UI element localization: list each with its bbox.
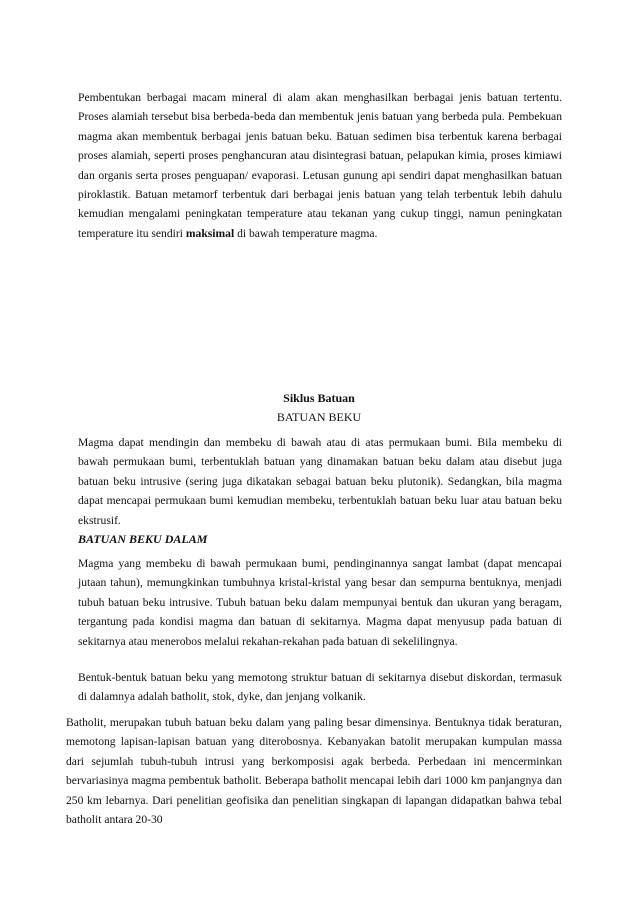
intro-bold-word: maksimal: [185, 226, 235, 240]
intro-text-before: Pembentukan berbagai macam mineral di alam akan menghasilkan berbagai jenis batuan tertentu. Proses alamiah tersebut bisa berbeda-beda dan membentuk jenis batuan yang berbeda pula. Pembekuan magma akan membentuk berbagai jenis batuan beku. Batuan sedimen bisa terbentuk karena berbagai proses alamiah, seperti proses penghancuran atau disintegrasi batuan, pelapukan kimia, proses kimiawi dan organis serta proses penguapan/ evaporasi. Letusan gunung api sendiri dapat menghasilkan batuan piroklastik. Batuan metamorf terbentuk dari berbagai jenis batuan yang telah terbentuk lebih dahulu kemudian mengalami peningkatan temperature atau tekanan yang cukup tinggi, namun peningkatan temperature itu sendiri: [78, 91, 562, 240]
section-title: Siklus Batuan: [283, 391, 355, 405]
beku-dalam-heading: BATUAN BEKU DALAM: [78, 532, 208, 546]
intro-paragraph: [78, 88, 562, 243]
batuan-beku-paragraph: Magma dapat mendingin dan membeku di bawah atau di atas permukaan bumi. Bila membeku di bawah permukaan bumi, terbentuklah batuan yang dinamakan batuan beku dalam atau disebut juga batuan beku intrusive (sering juga dikatakan sebagai batuan beku plutonik). Sedangkan, bila magma dapat mencapai permukaan bumi kemudian membeku, terbentuklah batuan beku luar atau batuan beku ekstrusif.: [78, 436, 562, 527]
section-subtitle: BATUAN BEKU: [276, 410, 362, 424]
bentuk-paragraph: Bentuk-bentuk batuan beku yang memotong struktur batuan di sekitarnya disebut diskordan, termasuk di dalamnya adalah batholit, stok, dyke, dan jenjang volkanik.: [78, 671, 562, 704]
batholit-paragraph: Batholit, merupakan tubuh batuan beku dalam yang paling besar dimensinya. Bentuknya tidak beraturan, memotong lapisan-lapisan batuan yang diterobosnya. Kebanyakan batolit merupakan kumpulan massa dari sejumlah tubuh-tubuh intrusi yang berkomposisi agak berbeda. Perbedaan ini mencerminkan bervariasinya magma pembentuk batholit. Beberapa batholit mencapai lebih dari 1000 km panjangnya dan 250 km lebarnya. Dari penelitian geofisika dan penelitian singkapan di lapangan didapatkan bahwa tebal batholit antara 20-30: [66, 716, 562, 827]
beku-dalam-paragraph: Magma yang membeku di bawah permukaan bumi, pendinginannya sangat lambat (dapat mencapai jutaan tahun), memungkinkan tumbuhnya kristal-kristal yang besar dan sempurna bentuknya, menjadi tubuh batuan beku intrusive. Tubuh batuan beku dalam mempunyai bentuk dan ukuran yang beragam, tergantung pada kondisi magma dan batuan di sekitarnya. Magma dapat menyusup pada batuan di sekitarnya atau menerobos melalui rekahan-rekahan pada batuan di sekelilingnya.: [78, 557, 562, 648]
intro-text-after: di bawah temperature magma.: [234, 226, 378, 240]
